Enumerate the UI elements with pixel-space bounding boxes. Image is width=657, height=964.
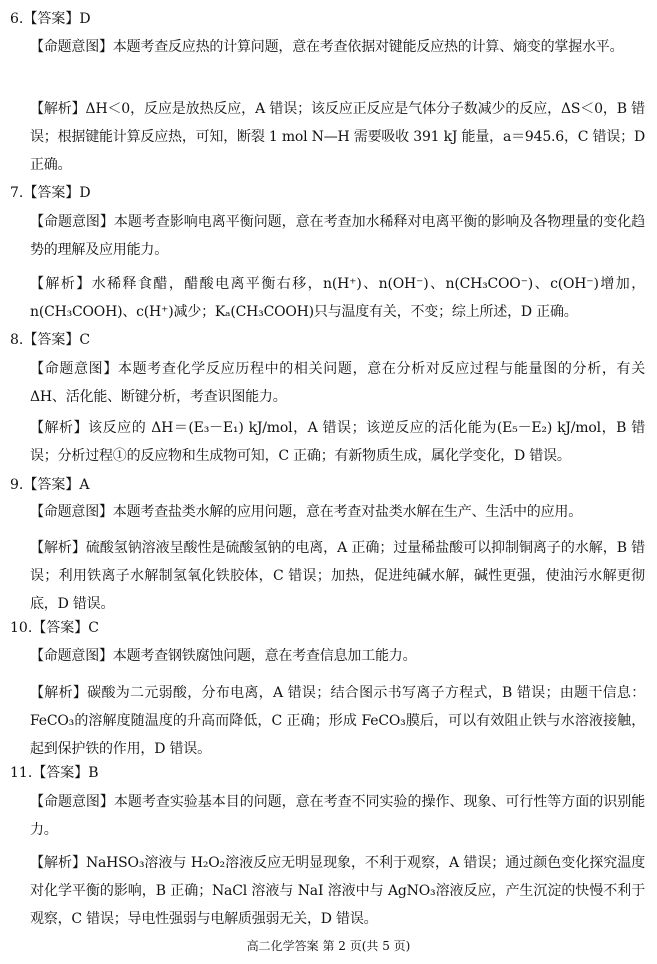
answer-heading-q11: 11.【答案】B xyxy=(10,765,99,781)
intent-q8: 【命题意图】本题考查化学反应历程中的相关问题，意在分析对反应过程与能量图的分析，有关 ΔH、活化能、断键分析，考查识图能力。 xyxy=(30,361,645,405)
analysis-q8: 【解析】该反应的 ΔH＝(E₃－E₁) kJ/mol，A 错误；该逆反应的活化能为(E₅－E₂) kJ/mol，B 错误；分析过程①的反应物和生成物可知，C 正确；有新物质生成，属化学变化，D 错误。 xyxy=(30,420,645,464)
answer-heading-q9: 9.【答案】A xyxy=(10,477,90,493)
answer-heading-q7: 7.【答案】D xyxy=(10,185,91,201)
analysis-q10: 【解析】碳酸为二元弱酸，分布电离，A 错误；结合图示书写离子方程式，B 错误；由题干信息：FeCO₃的溶解度随温度的升高而降低，C 正确；形成 FeCO₃膜后，可以有效阻止铁与水溶液接触，起到保护铁的作用，D 错误。 xyxy=(30,685,645,757)
analysis-q7: 【解析】水稀释食醋，醋酸电离平衡右移，n(H⁺)、n(OH⁻)、n(CH₃COO⁻)、c(OH⁻)增加，n(CH₃COOH)、c(H⁺)减少；Kₐ(CH₃COOH)只与温度有关，不变；综上所述，D 正确。 xyxy=(30,276,645,320)
intent-q11: 【命题意图】本题考查实验基本目的问题，意在考查不同实验的操作、现象、可行性等方面的识别能力。 xyxy=(30,794,645,838)
analysis-q9: 【解析】硫酸氢钠溶液呈酸性是硫酸氢钠的电离，A 正确；过量稀盐酸可以抑制铜离子的水解，B 错误；利用铁离子水解制氢氧化铁胶体，C 错误；加热，促进纯碱水解，碱性更强，使油污水解更彻底，D 错误。 xyxy=(30,540,645,612)
analysis-q6: 【解析】ΔH＜0，反应是放热反应，A 错误；该反应正反应是气体分子数减少的反应，ΔS＜0，B 错误；根据键能计算反应热，可知，断裂 1 mol N—H 需要吸收 391 kJ 能量，a＝945.6，C 错误；D 正确。 xyxy=(30,101,645,173)
page-footer: 高二化学答案 第 2 页(共 5 页) xyxy=(246,939,411,953)
answer-heading-q6: 6.【答案】D xyxy=(10,11,91,27)
intent-q7: 【命题意图】本题考查影响电离平衡问题，意在考查加水稀释对电离平衡的影响及各物理量的变化趋势的理解及应用能力。 xyxy=(30,214,645,258)
analysis-q11: 【解析】NaHSO₃溶液与 H₂O₂溶液反应无明显现象，不利于观察，A 错误；通过颜色变化探究温度对化学平衡的影响，B 正确；NaCl 溶液与 NaI 溶液中与 AgNO₃溶液反应，产生沉淀的快慢不利于观察，C 错误；导电性强弱与电解质强弱无关，D 错误。 xyxy=(30,855,645,927)
intent-q10: 【命题意图】本题考查钢铁腐蚀问题，意在考查信息加工能力。 xyxy=(30,648,417,664)
answer-heading-q10: 10.【答案】C xyxy=(10,620,99,636)
intent-q9: 【命题意图】本题考查盐类水解的应用问题，意在考查对盐类水解在生产、生活中的应用。 xyxy=(30,504,582,520)
answer-heading-q8: 8.【答案】C xyxy=(10,332,91,348)
intent-q6: 【命题意图】本题考查反应热的计算问题，意在考查依据对键能反应热的计算、熵变的掌握水平。 xyxy=(30,39,624,55)
